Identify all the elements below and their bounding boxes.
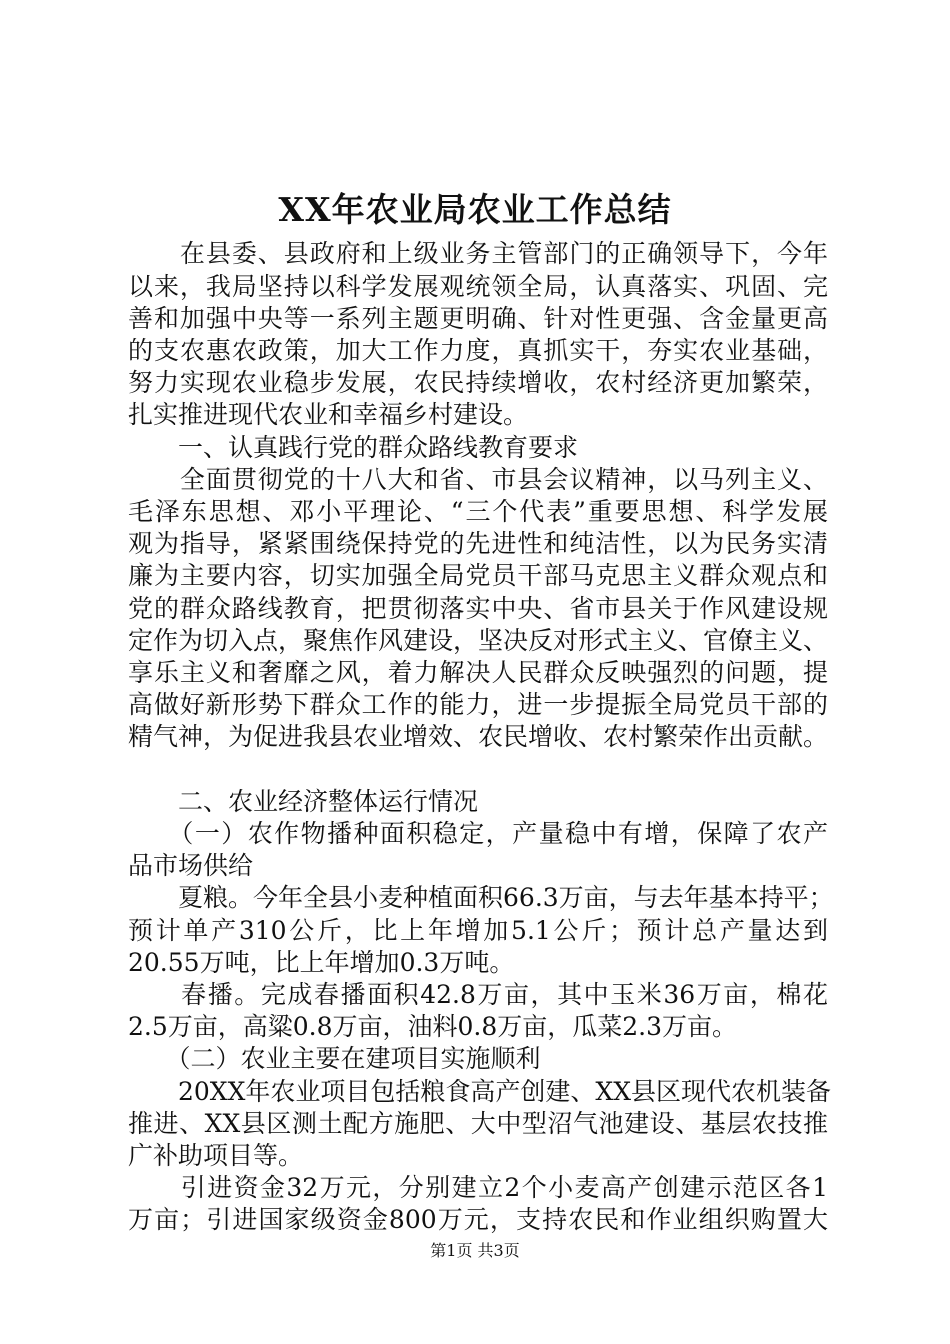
body-line: 夏粮。今年全县小麦种植面积66.3万亩，与去年基本持平； [128, 883, 834, 912]
section-heading: 一、认真践行党的群众路线教育要求 [128, 433, 579, 462]
body-line: 享乐主义和奢靡之风，着力解决人民群众反映强烈的问题，提 [128, 658, 828, 687]
body-line: 预计单产310公斤，比上年增加5.1公斤；预计总产量达到 [128, 916, 828, 945]
body-line: 万亩；引进国家级资金800万元，支持农民和作业组织购置大 [128, 1205, 828, 1234]
subsection-heading: （二）农业主要在建项目实施顺利 [128, 1044, 541, 1073]
body-line: 以来，我局坚持以科学发展观统领全局，认真落实、巩固、完 [128, 272, 828, 301]
body-line: 扎实推进现代农业和幸福乡村建设。 [128, 400, 529, 429]
body-line: 精气神，为促进我县农业增效、农民增收、农村繁荣作出贡献。 [128, 722, 829, 751]
body-line: 的支农惠农政策，加大工作力度，真抓实干，夯实农业基础， [128, 336, 828, 365]
body-line: 广补助项目等。 [128, 1141, 304, 1170]
body-line: 毛泽东思想、邓小平理论、“三个代表”重要思想、科学发展 [128, 497, 828, 526]
body-line: 20XX年农业项目包括粮食高产创建、XX县区现代农机装备 [128, 1077, 832, 1106]
body-line: 努力实现农业稳步发展，农民持续增收，农村经济更加繁荣， [128, 368, 828, 397]
body-line: 全面贯彻党的十八大和省、市县会议精神，以马列主义、 [128, 465, 828, 494]
subsection-heading: 品市场供给 [128, 851, 254, 880]
body-line: 春播。完成春播面积42.8万亩，其中玉米36万亩，棉花 [128, 980, 828, 1009]
subsection-heading: （一）农作物播种面积稳定，产量稳中有增，保障了农产 [128, 819, 828, 848]
page-number-footer: 第1页 共3页 [430, 1241, 520, 1260]
body-line: 推进、XX县区测土配方施肥、大中型沼气池建设、基层农技推 [128, 1109, 828, 1138]
section-heading: 二、农业经济整体运行情况 [128, 787, 479, 816]
body-line: 廉为主要内容，切实加强全局党员干部马克思主义群众观点和 [128, 561, 828, 590]
document-title: XX年农业局农业工作总结 [278, 190, 672, 229]
body-line: 高做好新形势下群众工作的能力，进一步提振全局党员干部的 [128, 690, 828, 719]
body-line: 20.55万吨，比上年增加0.3万吨。 [128, 948, 515, 977]
body-line: 定作为切入点，聚焦作风建设，坚决反对形式主义、官僚主义、 [128, 626, 829, 655]
body-line: 引进资金32万元，分别建立2个小麦高产创建示范区各1 [128, 1173, 828, 1202]
body-line: 在县委、县政府和上级业务主管部门的正确领导下，今年 [128, 239, 828, 268]
body-line: 党的群众路线教育，把贯彻落实中央、省市县关于作风建设规 [128, 594, 828, 623]
body-line: 善和加强中央等一系列主题更明确、针对性更强、含金量更高 [128, 304, 828, 333]
body-line: 观为指导，紧紧围绕保持党的先进性和纯洁性，以为民务实清 [128, 529, 828, 558]
body-line: 2.5万亩，高粱0.8万亩，油料0.8万亩，瓜菜2.3万亩。 [128, 1012, 738, 1041]
